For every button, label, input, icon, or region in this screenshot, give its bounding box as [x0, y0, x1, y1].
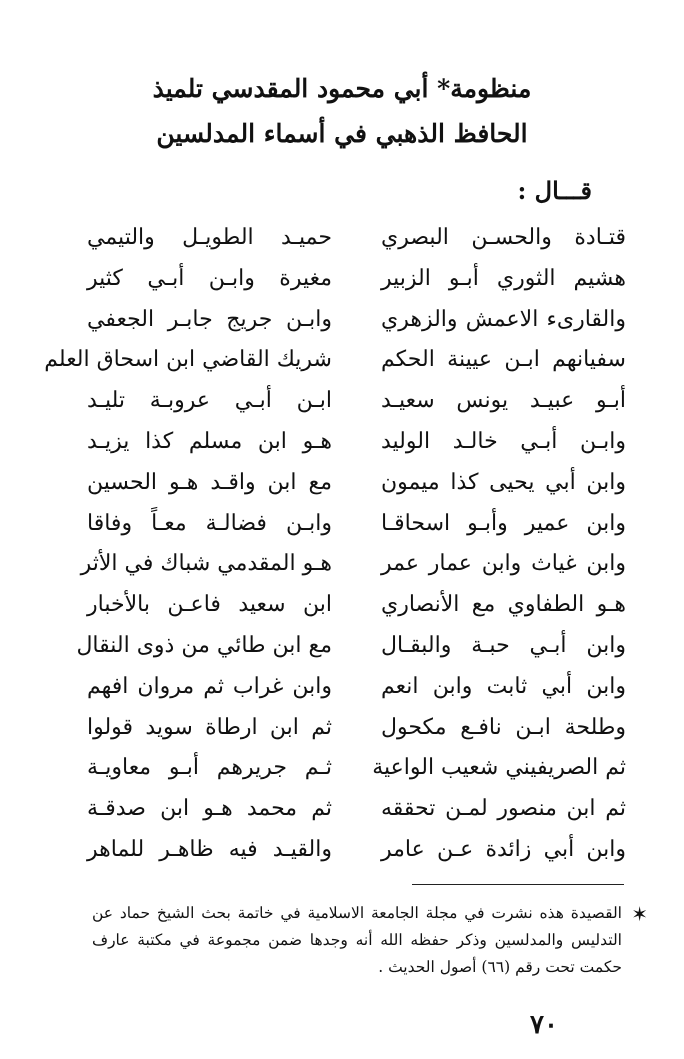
verse-row [0, 381, 684, 421]
poem-title-line-2: الحافظ الذهبي في أسماء المدلسين [156, 119, 528, 148]
verse-first-hemistich: أبـو عبيـد يونس سعيـد [381, 388, 626, 414]
verse-row [0, 789, 684, 829]
verse-second-hemistich: هـو المقدمي شباك في الأثر [80, 551, 332, 577]
verse-second-hemistich: مع ابن طائي من ذوى النقال [76, 633, 332, 658]
verse-second-hemistich: ثم ابن ارطاة سويد قولوا [87, 714, 332, 740]
verse-first-hemistich: قتـادة والحسـن البصري [381, 225, 626, 250]
verse-row [0, 667, 684, 707]
verse-first-hemistich: وابـن أبـي خالـد الوليد [381, 429, 626, 454]
verse-row [0, 259, 684, 299]
poem-title-line-1: منظومة* أبي محمود المقدسي تلميذ [152, 74, 532, 103]
verse-row [0, 422, 684, 462]
intro-word: قـــال : [517, 176, 592, 205]
verse-first-hemistich: هـو الطفاوي مع الأنصاري [381, 592, 626, 618]
footnote-star-icon: ✶ [631, 902, 648, 926]
verse-row [0, 748, 684, 788]
verse-second-hemistich: وابـن فضالـة معـاً وفاقا [87, 510, 332, 536]
verse-first-hemistich: وطلحة ابـن نافـع مكحول [381, 714, 626, 740]
verse-second-hemistich: ثم محمد هـو ابن صدقـة [87, 796, 332, 822]
verse-second-hemistich: وابن غراب ثم مروان افهم [87, 673, 332, 699]
verse-second-hemistich: والقيـد فيه ظاهـر للماهر [87, 837, 332, 862]
verse-first-hemistich: وابن أبـي حبـة والبقـال [381, 633, 626, 658]
verse-row [0, 626, 684, 666]
verse-second-hemistich: مع ابن واقـد هـو الحسين [87, 469, 332, 495]
verse-first-hemistich: وابن أبي زائدة عـن عامر [381, 837, 626, 862]
verse-row [0, 544, 684, 584]
verse-first-hemistich: والقارىء الاعمش والزهري [381, 306, 626, 332]
verse-row [0, 708, 684, 748]
footnote-text: القصيدة هذه نشرت في مجلة الجامعة الاسلامية في خاتمة بحث الشيخ حماد عن التدليس والمدلسين وذكر حفظه الله أنه وجدها ضمن مجموعة في مكتبة عارف حكمت تحت رقم (٦٦) أصول الحديث . [92, 904, 622, 976]
verse-row [0, 585, 684, 625]
verse-row [0, 830, 684, 870]
verse-first-hemistich: وابن غياث وابن عمار عمر [381, 551, 626, 577]
verse-second-hemistich: هـو ابن مسلم كذا يزيـد [87, 429, 332, 454]
verse-first-hemistich: هشيم الثوري أبـو الزبير [381, 265, 626, 291]
verse-first-hemistich: سفيانهم ابـن عيينة الحكم [381, 347, 626, 373]
verse-row [0, 300, 684, 340]
verse-row [0, 504, 684, 544]
verse-first-hemistich: وابن أبي يحيى كذا ميمون [381, 469, 626, 495]
verse-row [0, 218, 684, 258]
verse-first-hemistich: ثم ابن منصور لمـن تحققه [381, 796, 626, 822]
verse-first-hemistich: ثم الصريفيني شعيب الواعية [372, 755, 626, 781]
verse-row [0, 340, 684, 380]
verse-first-hemistich: وابن أبي ثابت وابن انعم [381, 673, 626, 699]
verse-second-hemistich: ثـم جريرهم أبـو معاويـة [87, 755, 332, 781]
verse-first-hemistich: وابن عمير وأبـو اسحاقـا [381, 510, 626, 536]
page-number: ٧٠ [530, 1010, 558, 1040]
verse-second-hemistich: مغيرة وابـن أبـي كثير [87, 265, 332, 291]
footnote-separator [412, 884, 624, 885]
verse-row [0, 463, 684, 503]
verse-second-hemistich: وابـن جريج جابـر الجعفي [87, 306, 332, 332]
verse-second-hemistich: ابـن أبـي عروبـة تليـد [87, 388, 332, 414]
verse-second-hemistich: ابن سعيد فاعـن بالأخبار [87, 592, 332, 618]
verse-second-hemistich: شريك القاضي ابن اسحاق العلم [44, 347, 332, 373]
verse-second-hemistich: حميـد الطويـل والتيمي [87, 225, 332, 250]
